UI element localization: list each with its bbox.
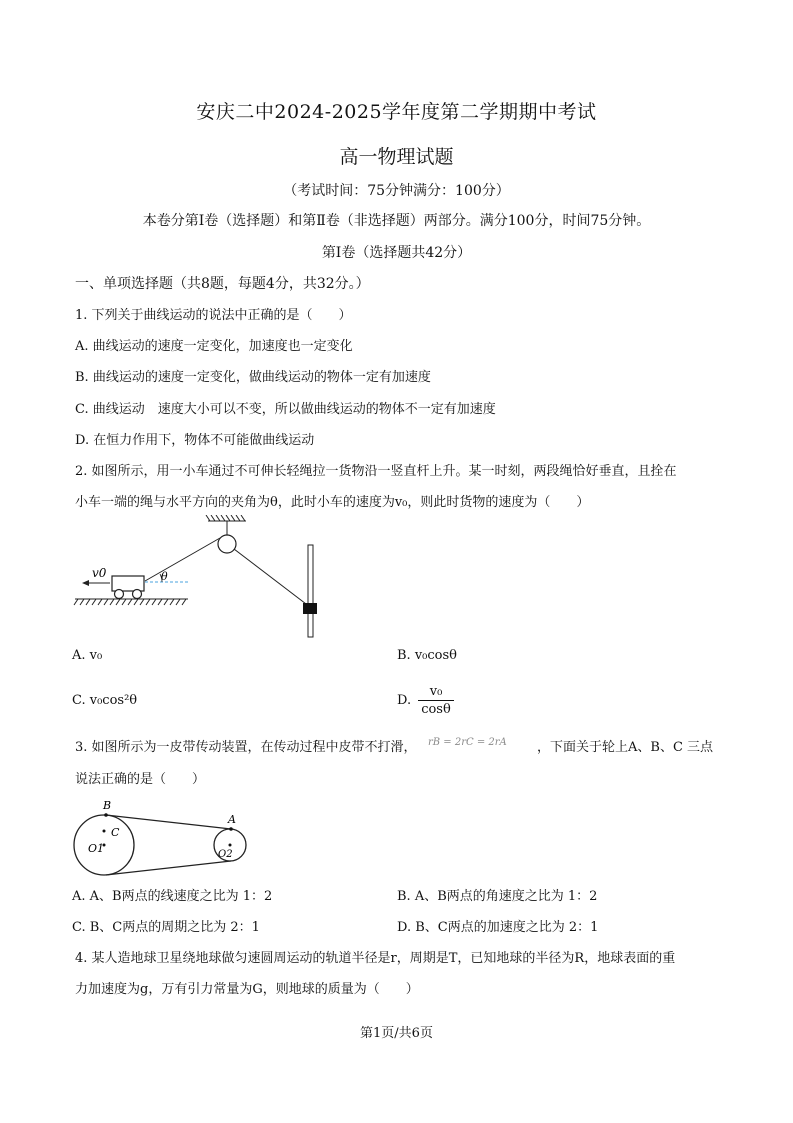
exam-note: 本卷分第Ⅰ卷（选择题）和第Ⅱ卷（非选择题）两部分。满分100分，时间75分钟。 [142,213,651,229]
q2-stem-line2: 小车一端的绳与水平方向的夹角为θ，此时小车的速度为v₀，则此时货物的速度为（ ） [75,495,590,510]
q1-option-a: A. 曲线运动的速度一定变化，加速度也一定变化 [75,339,353,354]
point-c [103,830,106,833]
ceiling-support [206,515,246,535]
q3-option-a: A. A、B两点的线速度之比为 1：2 [72,889,273,904]
cargo-block [303,603,317,614]
label-a: A [228,813,236,826]
rope-to-car [145,538,220,581]
arrow-head-icon [82,580,89,586]
label-c: C [111,826,120,839]
car-wheel-left [115,590,124,599]
label-o2: O2 [218,849,233,860]
fraction-denominator: cosθ [418,700,454,718]
q2-option-c: C. v₀cos²θ [72,693,138,708]
page-number: 第1页/共6页 [360,1026,433,1041]
q2-option-b: B. v₀cosθ [397,648,457,663]
q2-option-d-label: D. [397,693,412,708]
label-theta: θ [161,570,168,583]
part-heading: 第Ⅰ卷（选择题共42分） [321,245,472,261]
q3-stem-part2: ，下面关于轮上A、B、C 三点 [537,740,714,755]
q3-option-d: D. B、C两点的加速度之比为 2：1 [397,920,599,935]
exam-subtitle: 高一物理试题 [339,146,454,168]
exam-title: 安庆二中2024-2025学年度第二学期期中考试 [196,101,597,123]
q3-option-c: C. B、C两点的周期之比为 2：1 [72,920,260,935]
q1-option-b: B. 曲线运动的速度一定变化，做曲线运动的物体一定有加速度 [75,370,431,385]
point-a [229,827,233,831]
fraction-numerator: v₀ [429,684,443,699]
rope-to-cargo [234,549,310,607]
q1-option-c: C. 曲线运动 速度大小可以不变，所以做曲线运动的物体不一定有加速度 [75,402,496,417]
car-body [112,576,144,591]
exam-time-info: （考试时间：75分钟满分：100分） [283,183,510,199]
q3-formula: rB = 2rC = 2rA [428,737,507,748]
ground [74,599,188,605]
vertical-pole [308,545,313,637]
q3-stem-part1: 3. 如图所示为一皮带传动装置，在传动过程中皮带不打滑， [75,740,417,755]
q3-figure [68,793,258,888]
q2-stem-line1: 2. 如图所示，用一小车通过不可伸长轻绳拉一货物沿一竖直杆上升。某一时刻，两段绳恰好垂直，且拴在 [75,464,677,479]
q1-stem: 1. 下列关于曲线运动的说法中正确的是（ ） [75,308,352,323]
q3-stem-line2: 说法正确的是（ ） [75,772,206,787]
q4-stem-line2: 力加速度为g，万有引力常量为G，则地球的质量为（ ） [75,982,419,997]
pulley-icon [218,535,236,553]
q1-option-d: D. 在恒力作用下，物体不可能做曲线运动 [75,433,315,448]
point-b [104,813,108,817]
center-o2 [229,844,232,847]
label-o1: O1 [88,842,105,855]
section-heading: 一、单项选择题（共8题，每题4分，共32分。） [75,276,370,292]
car-wheel-right [133,590,142,599]
q2-figure [70,515,335,640]
q2-option-a: A. v₀ [72,648,103,663]
label-b: B [103,799,112,812]
label-v0: v0 [92,566,107,580]
q2-option-d-fraction [418,684,454,718]
q4-stem-line1: 4. 某人造地球卫星绕地球做匀速圆周运动的轨道半径是r，周期是T，已知地球的半径为R，地球表面的重 [75,951,676,966]
q3-option-b: B. A、B两点的角速度之比为 1：2 [397,889,598,904]
